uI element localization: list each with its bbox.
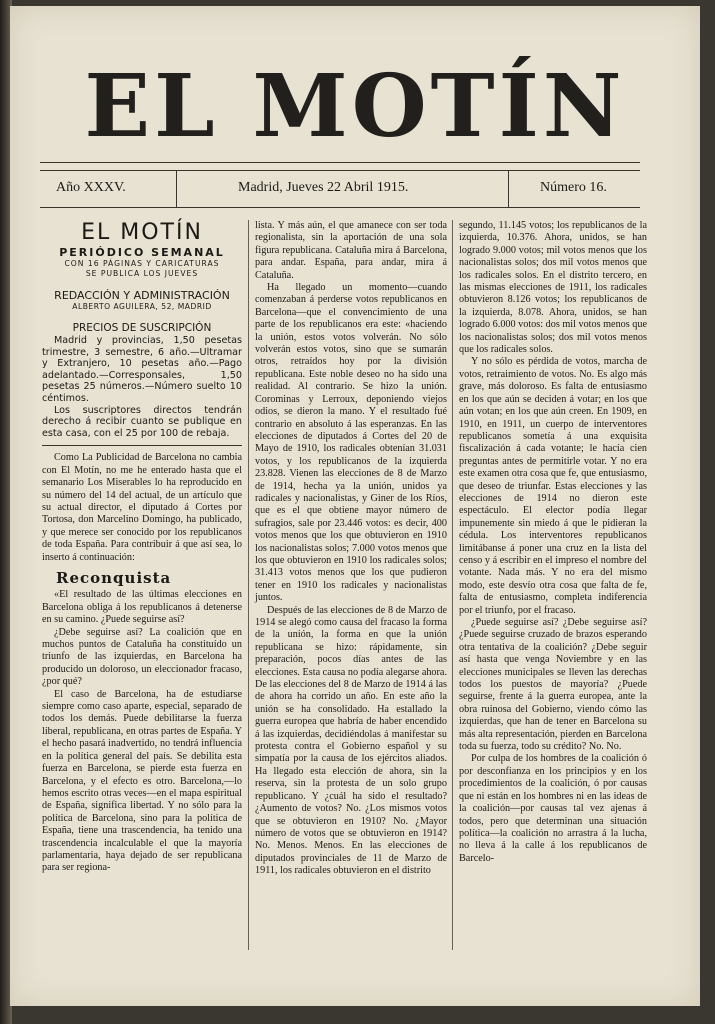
subscribers-text: Los suscriptores directos tendrán derecho á recibir cuanto se publique en esta casa, con el 25 por 100 de rebaja. [42, 404, 242, 439]
article-paragraph: ¿Puede seguirse así? ¿Debe seguirse así? ¿Puede seguirse cruzado de brazos esperando otra tentativa de la coalición? ¿Debe seguir así hasta que venga Noviembre y en las elecciones municipales se lleven las derechas todos los puestos de mayoría? ¿Puede seguirse, frente á la guerra europea, ante la obra ruinosa del Gobierno, viendo cómo las izquierdas, que han de tener en Barcelona su más alta representación, pierden en Barcelona toda su fuerza, todo su crédito? No. No. [459, 617, 647, 753]
newspaper-title: EL MOTÍN [84, 56, 626, 157]
prices-text: Madrid y provincias, 1,50 pesetas trimestre, 3 semestre, 6 año.—Ultramar y Extranjero, 10 pesetas año.—Pago adelantado.—Corresponsales, 1,50 pesetas 25 números.—Número suelto 10 céntimos. [42, 335, 242, 404]
article-paragraph: Y no sólo es pérdida de votos, marcha de votos, retraimiento de votos. No. Es algo más grave, más doloroso. Es falta de entusiasmo en los que aún se deciden á votar; en los que aún votan; en los que aún creen. En 1909, en 1910, en 1911, un cuerpo de interventores republicanos sometía á una exquisita fiscalización á cada votante; le hacía cien preguntas antes de permitirle votar. Y no era este examen otra cosa que fe, que entusiasmo, que deseo de triunfar. Estas elecciones y las elecciones de 1914 no dieron este espectáculo. El elector podía llegar impunemente sin miedo á que le pidieran la cédula. Los interventores republicanos limitábanse á poner una cruz en la lista del censo y á escribir en el impreso el nombre del votante. Nada más. Y no era del mismo modo, este desvío otra cosa que falta de fe, falta de entusiasmo, completa indiferencia por el triunfo, por el fracaso. [459, 356, 647, 616]
article-paragraph: Por culpa de los hombres de la coalición ó por desconfianza en los principios y en los procedimientos de la coalición, ó por causas que ni están en los hombres ni en las ideas de la coalición—por causas tal vez ajenas á todos, pero que determinan una situación política—la coalición no arrastra á la lucha, no lleva á la calle á los republicanos de Barcelo- [459, 753, 647, 864]
column-1 [42, 220, 242, 875]
info-divider [176, 171, 177, 207]
column-3 [459, 220, 647, 865]
article-paragraph: El caso de Barcelona, ha de estudiarse siempre como caso aparte, especial, separado de todos los demás. Puede debilitarse la fuerza liberal, republicana, en otras partes de España. Y el hecho pasará inadvertido, no tendrá influencia en la política general del país. Se debilita esta fuerza en Barcelona, se pierde esta fuerza en Barcelona, y el efecto es otro. Barcelona,—lo hemos escrito otras veces—en el mapa espiritual de España, significa libertad. Y no sólo para la política de Barcelona, sino para la política de España, tiene una trascendencia, ha tenido una trascendencia incalculable el que la mayoría parlamentaria, haya dejado de ser republicana para ser regiona- [42, 688, 242, 874]
subscription-box [42, 220, 242, 335]
column-2 [255, 220, 447, 878]
box-subtitle: PERIÓDICO SEMANAL [59, 246, 225, 259]
section-rule [42, 445, 242, 446]
box-title: EL MOTÍN [81, 220, 203, 245]
article-paragraph: lista. Y más aún, el que amanece con ser toda regionalista, sin la aportación de una sola figura republicana. Cataluña mira á Barcelona, para andar. España, para andar, mira á Cataluña. [255, 220, 447, 281]
article-paragraph: Después de las elecciones de 8 de Marzo de 1914 se alegó como causa del fracaso la forma de la unión, la forma en que la unión republicana se hizo: rápidamente, sin preparación, pocos días antes de las elecciones. Esta causa no podía alegarse ahora. De las elecciones del 8 de Marzo de 1914 á las de ahora ha corrido un año. En este año la unión se ha consolidado. Ha estallado la guerra europea que habría de haber encendido á las izquierdas, decidiéndolas á manifestar su protesta contra el Gobierno español y su simpatía por la causa de los ejércitos aliados. Ha llegado esta elección de ahora, sin la reserva, sin la protesta de un solo grupo republicano. Y ¿cuál ha sido el resultado? ¿Aumento de votos? No. ¿Los mismos votos que se obtuvieron en 1910? No. ¿Mayor número de votos que se obtuvieron en 1914? No. Menos. Menos. En las elecciones de diputados provinciales de 11 de Marzo de 1911, los radicales obtuvieron en el distrito [255, 604, 447, 877]
article-heading: Reconquista [56, 569, 172, 587]
box-pages: CON 16 PÁGINAS Y CARICATURAS [64, 259, 220, 268]
date-label: Madrid, Jueves 22 Abril 1915. [238, 180, 409, 195]
prices-title: PRECIOS DE SUSCRIPCIÓN [72, 322, 212, 334]
masthead-rule [40, 162, 640, 163]
masthead [10, 56, 700, 157]
article-paragraph: Ha llegado un momento—cuando comenzaban á perderse votos republicanos en Barcelona—que el convencimiento de una parte de los republicanos era este: «haciendo la unión, estos votos volverán. No sólo volverán estos votos, sino que se sumarán otros, retraídos hoy por la división republicana. Este noble deseo no ha sido una realidad. Al contrario. Se hizo la unión. Corominas y Lerroux, deponiendo viejos odios, se dieron la mano. Y el resultado fué contrario en absoluto á las esperanzas. En las elecciones de diputados á Cortes del 20 de Mayo de 1910, los radicales obtenían 31.031 votos, y los republicanos de la izquierda 23.828. Vienen las elecciones de 8 de Marzo de 1914, hecha ya la unión, unidos ya radicales y nacionalistas, y Giner de los Ríos, que es el que obtiene mayor número de sufragios, sale por 23.446 votos: es decir, 400 votos menos que los que obtuvieron en 1910 los nacionalistas solos; 7.000 votos menos que los que obtuvieron en 1910 los radicales solos; 31.413 votos menos que los que pudieron tener en 1910 los radicales y nacionalistas juntos. [255, 282, 447, 604]
column-divider [248, 220, 249, 950]
article-paragraph: ¿Debe seguirse así? La coalición que en muchos puntos de Cataluña ha constituído un triunfo de las izquierdas, en Barcelona ha producido un doloroso, un eleccionador fracaso, ¿por qué? [42, 626, 242, 688]
article-paragraph: «El resultado de las últimas elecciones en Barcelona obliga á los republicanos á detenerse en su camino. ¿Puede seguirse así? [42, 589, 242, 626]
box-address: ALBERTO AGUILERA, 52, MADRID [72, 302, 212, 311]
info-bar [40, 170, 640, 208]
box-published: SE PUBLICA LOS JUEVES [85, 269, 199, 278]
intro-paragraph: Como La Publicidad de Barcelona no cambia con El Motín, no me he enterado hasta que el semanario Los Miserables lo ha reproducido en su número del 14 del actual, de un artículo que su actual director, el diputado á Cortes por Tortosa, don Marcelino Domingo, ha publicado, y que merece ser conocido por los republicanos de toda España. Para contribuir á que así sea, lo inserto á continuación: [42, 452, 242, 563]
article-paragraph: segundo, 11.145 votos; los republicanos de la izquierda, 10.376. Ahora, unidos, se han logrado 9.000 votos; mil votos menos que los nacionalistas solos; dos mil votos menos que los radicales solos. En el distrito tercero, en las mismas elecciones de 1911, los radicales obtuvieron 8.126 votos; los republicanos de la izquierda, 8.078. Ahora, unidos, se han logrado 6.000 votos: dos mil votos menos que los nacionalistas solos; dos mil votos menos que los radicales solos. [459, 220, 647, 356]
box-admin: REDACCIÓN Y ADMINISTRACIÓN [54, 289, 230, 302]
column-divider [452, 220, 453, 950]
issue-number: Número 16. [540, 180, 607, 195]
year-label: Año XXXV. [56, 180, 126, 195]
newspaper-page [10, 6, 700, 1006]
info-divider [508, 171, 509, 207]
